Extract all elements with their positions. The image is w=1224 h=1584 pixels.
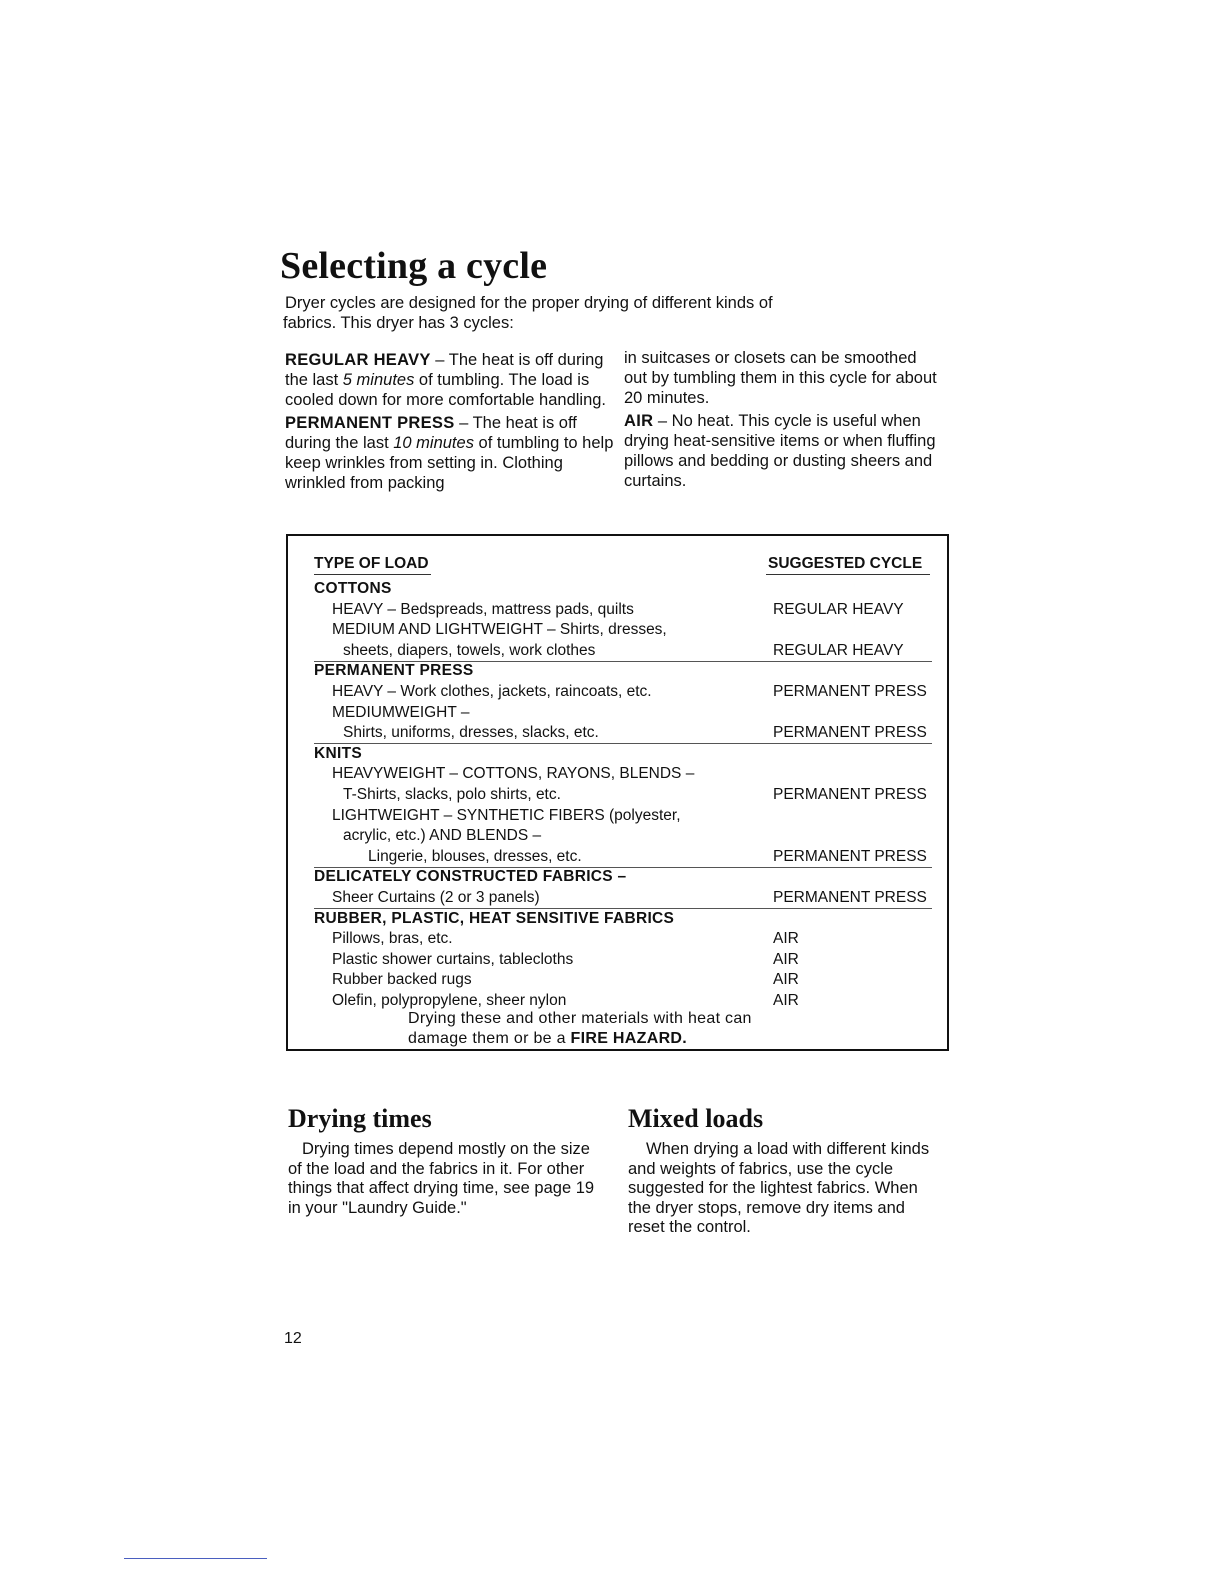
table-header [288,554,947,574]
footer-rule [124,1558,267,1559]
page-number: 12 [284,1330,302,1347]
load-type: HEAVY – Bedspreads, mattress pads, quilts [332,600,634,618]
regular-heavy-label: REGULAR HEAVY [285,351,431,369]
load-type: Olefin, polypropylene, sheer nylon [332,992,567,1009]
air-description: AIR – No heat. This cycle is useful when drying heat-sensitive items or when fluffing pillows and bedding or dusting sheers and curtains. [624,412,936,490]
table-row [288,806,947,826]
suggested-cycle: AIR [773,992,799,1009]
mixed-loads-section [628,1104,938,1238]
load-type: acrylic, etc.) AND BLENDS – [343,827,542,845]
suggested-cycle: AIR [773,950,799,968]
load-type: HEAVYWEIGHT – COTTONS, RAYONS, BLENDS – [332,765,695,783]
table-row [288,826,947,846]
table-row [288,785,947,805]
air-label: AIR [624,412,654,430]
category-label: COTTONS [314,580,392,597]
table-category-row [288,909,947,929]
load-type: Sheer Curtains (2 or 3 panels) [332,889,540,906]
suggested-cycle: PERMANENT PRESS [773,786,927,803]
cycle-descriptions-right [624,348,944,494]
load-type: MEDIUM AND LIGHTWEIGHT – Shirts, dresses, [332,621,667,639]
drying-times-body: Drying times depend mostly on the size of the load and the fabrics in it. For other things that affect drying time, see page 19 in your "Laundry Guide." [288,1140,595,1217]
load-type: LIGHTWEIGHT – SYNTHETIC FIBERS (polyester, [332,806,681,824]
header-underline-left [314,574,431,575]
table-row [288,847,947,867]
permanent-press-continuation: in suitcases or closets can be smoothed out by tumbling them in this cycle for about 20 minutes. [624,349,937,407]
table-row [288,620,947,640]
table-row [288,764,947,784]
header-underline [766,574,930,575]
suggested-cycle: AIR [773,930,799,948]
load-type: Shirts, uniforms, dresses, slacks, etc. [343,724,599,742]
drying-times-heading: Drying times [288,1104,432,1133]
table-row [288,929,947,949]
table-row [288,991,947,1011]
category-label: KNITS [314,744,362,762]
table-category-row [288,661,947,681]
cycle-descriptions-left [285,350,615,496]
load-type: sheets, diapers, towels, work clothes [343,641,596,659]
table-row [288,888,947,908]
load-type: Rubber backed rugs [332,971,472,989]
fire-hazard-warning: Drying these and other materials with heat can damage them or be a FIRE HAZARD. [408,1010,752,1047]
mixed-loads-body: When drying a load with different kinds and weights of fabrics, use the cycle suggested for the lightest fabrics. When the dryer stops, remove dry items and reset the control. [628,1140,930,1236]
table-category-row [288,744,947,764]
table-row [288,703,947,723]
load-type: Plastic shower curtains, tablecloths [332,950,574,968]
mixed-loads-heading: Mixed loads [628,1104,764,1133]
category-label: DELICATELY CONSTRUCTED FABRICS – [314,868,627,886]
suggested-cycle: PERMANENT PRESS [773,683,927,700]
table-row [288,723,947,743]
cycle-selection-table [286,534,949,1051]
regular-heavy-description: REGULAR HEAVY – The heat is off during the last 5 minutes of tumbling. The load is cooled down for more comfortable handling. [285,351,607,409]
permanent-press-description: PERMANENT PRESS – The heat is off during the last 10 minutes of tumbling to help keep wrinkles from setting in. Clothing wrinkled from packing [285,414,614,492]
table-row [288,682,947,702]
load-type: T-Shirts, slacks, polo shirts, etc. [343,786,561,803]
load-type: Pillows, bras, etc. [332,930,453,948]
page-title: Selecting a cycle [280,245,548,287]
drying-times-section [288,1104,598,1218]
table-row [288,600,947,620]
intro-paragraph [285,293,905,333]
intro-line-1: Dryer cycles are designed for the proper drying of different kinds of [285,294,773,312]
table-category-row [288,867,947,887]
category-label: PERMANENT PRESS [314,662,474,680]
permanent-press-label: PERMANENT PRESS [285,414,455,432]
table-row [288,970,947,990]
category-label: RUBBER, PLASTIC, HEAT SENSITIVE FABRICS [314,909,675,927]
table-row [288,950,947,970]
suggested-cycle: REGULAR HEAVY [773,600,904,618]
load-type: MEDIUMWEIGHT – [332,703,470,721]
suggested-cycle: REGULAR HEAVY [773,641,904,659]
header-type-of-load: TYPE OF LOAD [314,555,429,572]
table-body [288,536,947,1049]
load-type: Lingerie, blouses, dresses, etc. [368,847,582,865]
table-row [288,641,947,661]
header-suggested-cycle: SUGGESTED CYCLE [768,555,923,572]
load-type: HEAVY – Work clothes, jackets, raincoats, etc. [332,683,652,700]
intro-line-2: fabrics. This dryer has 3 cycles: [283,314,514,332]
suggested-cycle: PERMANENT PRESS [773,847,927,865]
table-category-row [288,579,947,599]
suggested-cycle: PERMANENT PRESS [773,724,927,742]
suggested-cycle: AIR [773,971,799,989]
suggested-cycle: PERMANENT PRESS [773,889,927,906]
